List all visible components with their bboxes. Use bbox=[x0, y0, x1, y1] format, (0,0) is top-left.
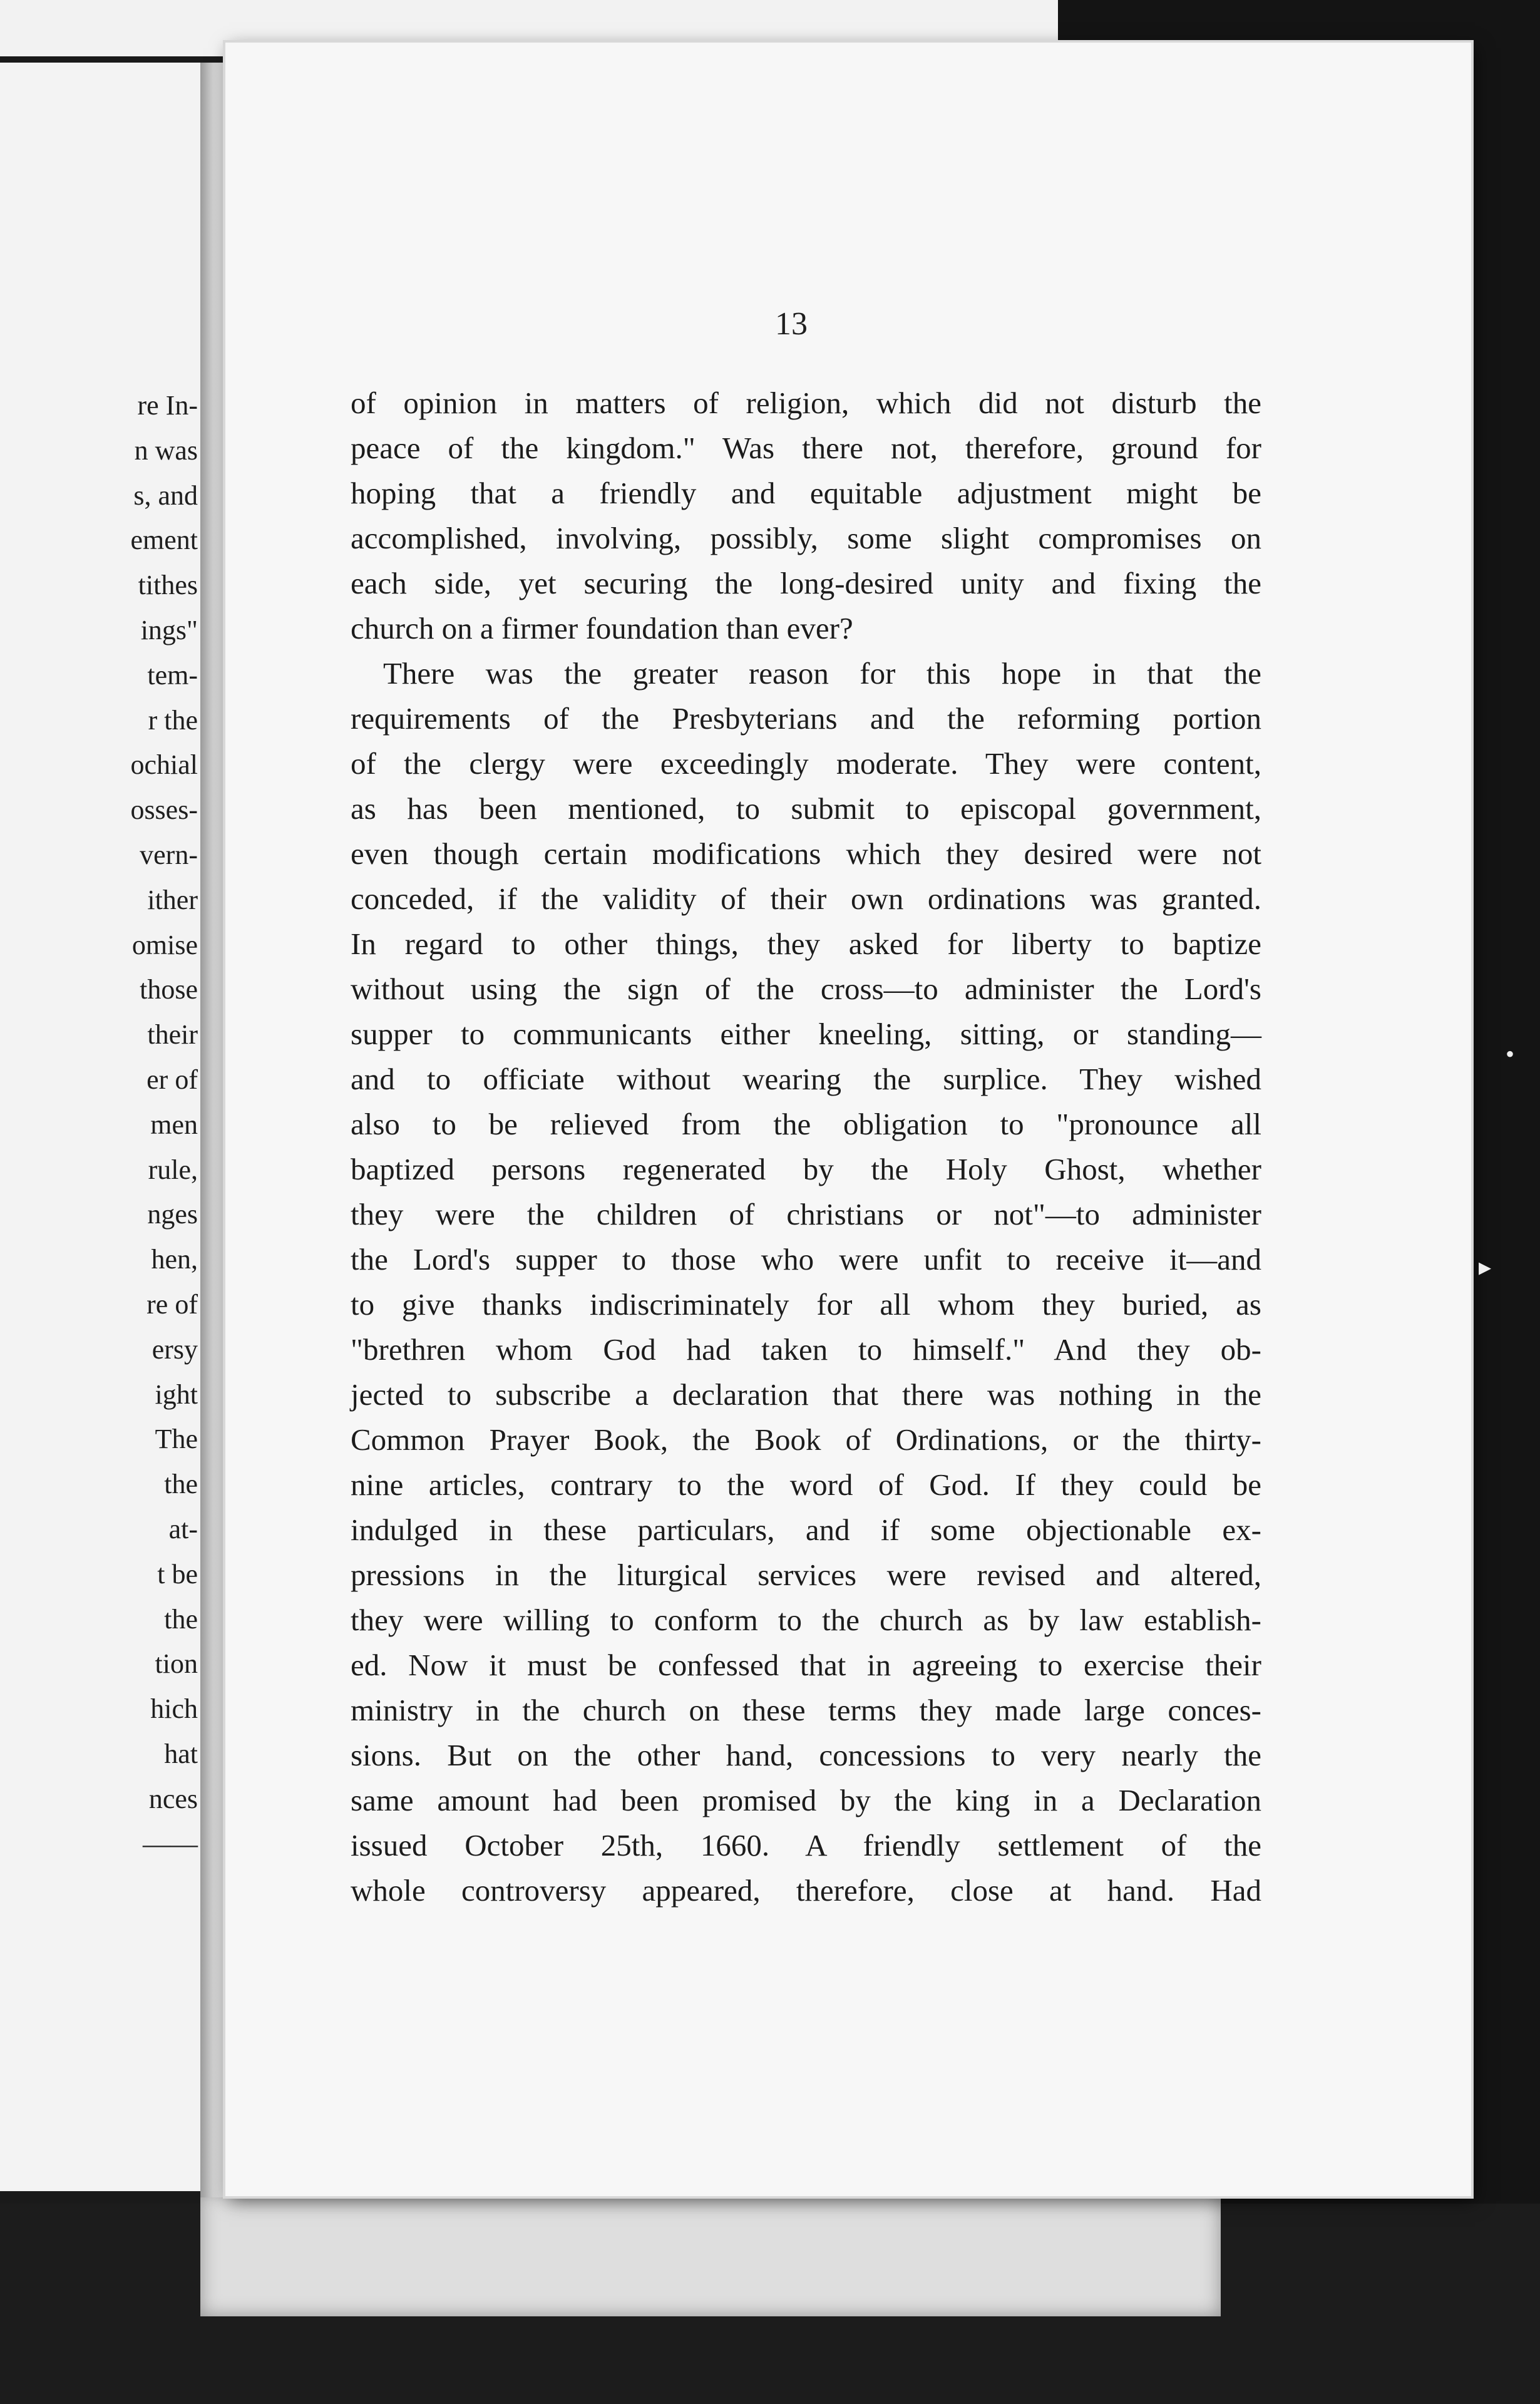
text-line: peace of the kingdom." Was there not, therefore, ground for bbox=[351, 431, 1261, 465]
left-page-line: ings" bbox=[140, 614, 198, 645]
text-line: requirements of the Presbyterians and the reforming portion bbox=[351, 701, 1261, 736]
left-page-line: s, and bbox=[133, 480, 198, 511]
left-page-line: nces bbox=[148, 1783, 198, 1814]
left-page-line: —— bbox=[143, 1828, 198, 1859]
left-page-line: men bbox=[150, 1109, 198, 1140]
text-line: In regard to other things, they asked for liberty to baptize bbox=[351, 927, 1261, 961]
text-line: issued October 25th, 1660. A friendly settlement of the bbox=[351, 1828, 1261, 1862]
left-page-line: at- bbox=[168, 1513, 198, 1544]
text-line: ed. Now it must be confessed that in agreeing to exercise their bbox=[351, 1648, 1261, 1682]
text-line: "brethren whom God had taken to himself." And they ob- bbox=[351, 1332, 1261, 1367]
left-page-line: their bbox=[147, 1019, 198, 1050]
text-line: of the clergy were exceedingly moderate. They were content, bbox=[351, 746, 1261, 781]
text-line: as has been mentioned, to submit to episcopal government, bbox=[351, 791, 1261, 826]
text-line: ministry in the church on these terms they made large conces- bbox=[351, 1693, 1261, 1727]
page-body bbox=[351, 381, 1261, 1913]
left-page bbox=[0, 63, 209, 2191]
text-line: and to officiate without wearing the surplice. They wished bbox=[351, 1062, 1261, 1096]
text-line: the Lord's supper to those who were unfit to receive it—and bbox=[351, 1242, 1261, 1276]
text-line: to give thanks indiscriminately for all whom they buried, as bbox=[351, 1287, 1261, 1322]
text-line: jected to subscribe a declaration that there was nothing in the bbox=[351, 1377, 1261, 1412]
left-page-line: hen, bbox=[151, 1244, 198, 1275]
left-page-line: nges bbox=[147, 1199, 198, 1230]
text-line: Common Prayer Book, the Book of Ordinations, or the thirty- bbox=[351, 1422, 1261, 1457]
page-number: 13 bbox=[775, 306, 808, 342]
text-line: same amount had been promised by the king in a Declaration bbox=[351, 1783, 1261, 1817]
text-line: supper to communicants either kneeling, sitting, or standing— bbox=[351, 1017, 1261, 1051]
page-edge-bottom bbox=[200, 2191, 1221, 2316]
text-line: without using the sign of the cross—to administer the Lord's bbox=[351, 972, 1261, 1006]
text-line: sions. But on the other hand, concessions to very nearly the bbox=[351, 1738, 1261, 1772]
text-line: accomplished, involving, possibly, some slight compromises on bbox=[351, 521, 1261, 555]
left-page-line: hich bbox=[150, 1693, 198, 1725]
left-page-line: ochial bbox=[130, 749, 198, 781]
left-page-line: omise bbox=[131, 929, 198, 960]
left-page-line: tem- bbox=[147, 659, 198, 691]
left-page-line: n was bbox=[134, 434, 198, 466]
text-line: nine articles, contrary to the word of God. If they could be bbox=[351, 1467, 1261, 1502]
left-page-line: those bbox=[140, 974, 198, 1005]
text-line: each side, yet securing the long-desired unity and fixing the bbox=[351, 566, 1261, 600]
paragraph-1 bbox=[351, 381, 1261, 651]
left-page-text bbox=[130, 383, 198, 1866]
text-line: also to be relieved from the obligation to "pronounce all bbox=[351, 1107, 1261, 1141]
left-page-line: er of bbox=[146, 1064, 198, 1095]
left-page-line: re of bbox=[146, 1288, 198, 1320]
text-line: they were the children of christians or not"—to administer bbox=[351, 1197, 1261, 1231]
left-page-line: vern- bbox=[140, 839, 198, 870]
text-line: even though certain modifications which they desired were not bbox=[351, 836, 1261, 871]
left-page-line: ement bbox=[130, 525, 198, 556]
text-line: of opinion in matters of religion, which did not disturb the bbox=[351, 386, 1261, 420]
left-page-line: osses- bbox=[130, 794, 198, 826]
scan-speck: ▸ bbox=[1479, 1253, 1492, 1281]
left-page-line: the bbox=[164, 1469, 198, 1500]
left-page-line: rule, bbox=[148, 1154, 198, 1185]
left-page-line: t be bbox=[157, 1558, 198, 1590]
text-line: church on a firmer foundation than ever? bbox=[351, 611, 853, 645]
scan-speck: • bbox=[1506, 1040, 1515, 1068]
left-page-line: hat bbox=[164, 1738, 198, 1769]
text-line: pressions in the liturgical services were revised and altered, bbox=[351, 1558, 1261, 1592]
text-line: indulged in these particulars, and if some objectionable ex- bbox=[351, 1513, 1261, 1547]
text-line: baptized persons regenerated by the Holy Ghost, whether bbox=[351, 1152, 1261, 1186]
text-line: whole controversy appeared, therefore, close at hand. Had bbox=[351, 1873, 1261, 1908]
text-line: they were willing to conform to the church as by law establish- bbox=[351, 1603, 1261, 1637]
left-page-line: tithes bbox=[138, 570, 198, 601]
text-line: hoping that a friendly and equitable adjustment might be bbox=[351, 476, 1261, 510]
left-page-line: re In- bbox=[137, 390, 198, 421]
left-page-line: tion bbox=[155, 1648, 198, 1680]
left-page-line: ersy bbox=[151, 1333, 198, 1365]
left-page-line: the bbox=[164, 1603, 198, 1635]
text-line: conceded, if the validity of their own ordinations was granted. bbox=[351, 881, 1261, 916]
text-line: There was the greater reason for this hope in that the bbox=[383, 656, 1261, 691]
left-page-line: r the bbox=[148, 704, 198, 736]
paragraph-2 bbox=[351, 651, 1261, 1913]
left-page-line: ight bbox=[155, 1379, 198, 1410]
left-page-line: ither bbox=[147, 884, 198, 915]
left-page-line: The bbox=[155, 1424, 198, 1455]
